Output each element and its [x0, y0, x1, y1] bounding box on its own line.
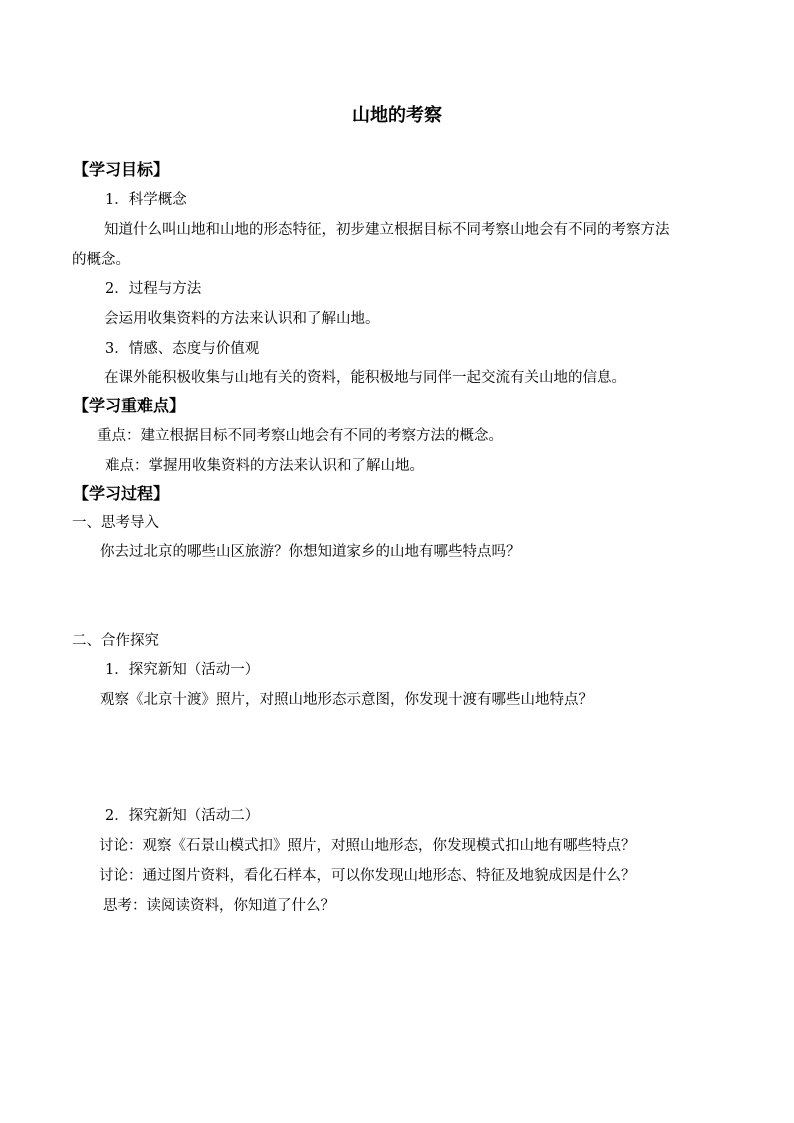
key-point-text: 重点：建立根据目标不同考察山地会有不同的考察方法的概念。	[97, 428, 503, 444]
goal-item1-label: 1．科学概念	[105, 192, 187, 208]
activity1-label: 1．探究新知（活动一）	[105, 662, 260, 678]
goal-item2-text: 会运用收集资料的方法来认识和了解山地。	[104, 311, 380, 327]
part2-heading: 二、合作探究	[72, 633, 159, 649]
goal-item1-text: 知道什么叫山地和山地的形态特征，初步建立根据目标不同考察山地会有不同的考察方法	[104, 222, 670, 238]
part1-heading: 一、思考导入	[72, 515, 159, 531]
activity2-label: 2．探究新知（活动二）	[105, 808, 260, 824]
process-heading: 【学习过程】	[73, 484, 170, 503]
difficulty-text: 难点：掌握用收集资料的方法来认识和了解山地。	[105, 458, 424, 474]
goal-item3-label: 3．情感、态度与价值观	[105, 341, 260, 357]
part1-question: 你去过北京的哪些山区旅游？你想知道家乡的山地有哪些特点吗？	[100, 544, 521, 560]
goal-item2-label: 2．过程与方法	[105, 281, 202, 297]
document-title: 山地的考察	[352, 105, 442, 126]
goal-item3-text: 在课外能积极收集与山地有关的资料，能积极地与同伴一起交流有关山地的信息。	[104, 370, 626, 386]
activity1-text: 观察《北京十渡》照片，对照山地形态示意图，你发现十渡有哪些山地特点？	[100, 692, 593, 708]
activity2-discussion-1: 讨论：观察《石景山模式扣》照片，对照山地形态，你发现模式扣山地有哪些特点？	[99, 838, 636, 854]
activity2-think: 思考：读阅读资料，你知道了什么？	[103, 898, 335, 914]
activity2-discussion-2: 讨论：通过图片资料，看化石样本，可以你发现山地形态、特征及地貌成因是什么？	[99, 868, 636, 884]
key-points-heading: 【学习重难点】	[73, 396, 186, 415]
goals-heading: 【学习目标】	[73, 160, 170, 179]
goal-item1-text-cont: 的概念。	[72, 252, 130, 268]
